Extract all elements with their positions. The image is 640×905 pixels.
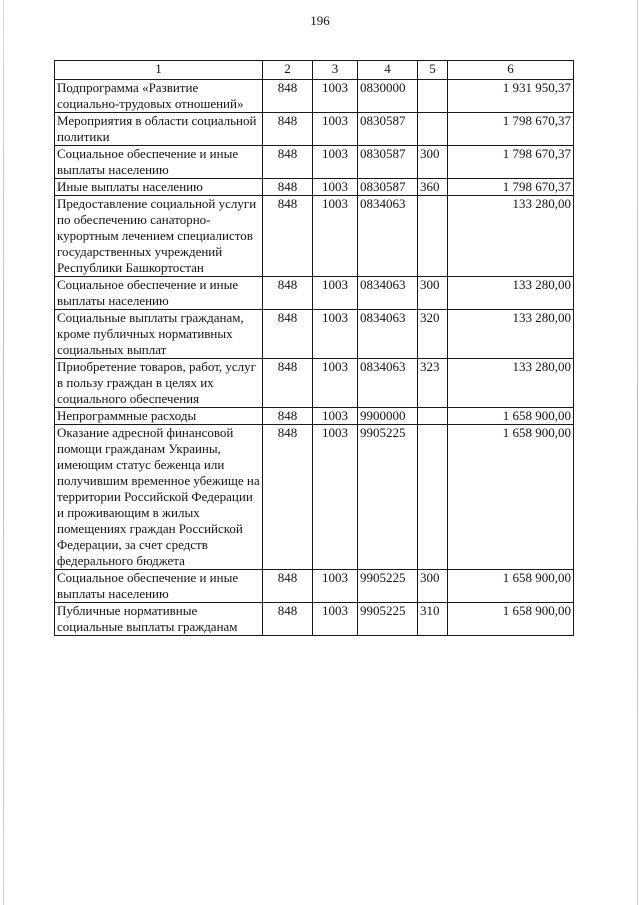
row-section: 1003	[313, 310, 358, 359]
row-target: 0834063	[358, 196, 418, 277]
row-name: Социальное обеспечение и иные выплаты населению	[55, 570, 263, 603]
row-type	[418, 80, 448, 113]
row-name: Иные выплаты населению	[55, 179, 263, 196]
row-type: 360	[418, 179, 448, 196]
row-section: 1003	[313, 146, 358, 179]
row-amount: 1 798 670,37	[448, 179, 574, 196]
row-section: 1003	[313, 570, 358, 603]
column-header-gr: 2	[263, 61, 313, 80]
scan-edge	[3, 0, 4, 905]
row-amount: 1 658 900,00	[448, 570, 574, 603]
row-target: 0830587	[358, 113, 418, 146]
table-row	[55, 146, 574, 179]
scan-edge	[637, 0, 638, 905]
row-amount: 133 280,00	[448, 196, 574, 277]
row-target: 9905225	[358, 603, 418, 636]
row-name: Социальное обеспечение и иные выплаты населению	[55, 277, 263, 310]
row-name: Социальные выплаты гражданам, кроме публичных нормативных социальных выплат	[55, 310, 263, 359]
row-type: 300	[418, 277, 448, 310]
row-section: 1003	[313, 603, 358, 636]
row-type: 310	[418, 603, 448, 636]
row-target: 0834063	[358, 310, 418, 359]
row-name: Социальное обеспечение и иные выплаты населению	[55, 146, 263, 179]
row-amount: 1 658 900,00	[448, 408, 574, 425]
row-gr: 848	[263, 80, 313, 113]
row-amount: 1 658 900,00	[448, 603, 574, 636]
row-name: Приобретение товаров, работ, услуг в пользу граждан в целях их социального обеспечения	[55, 359, 263, 408]
table-row	[55, 196, 574, 277]
row-gr: 848	[263, 359, 313, 408]
table-row	[55, 310, 574, 359]
row-gr: 848	[263, 310, 313, 359]
row-gr: 848	[263, 408, 313, 425]
row-amount: 133 280,00	[448, 310, 574, 359]
table-row	[55, 80, 574, 113]
row-gr: 848	[263, 570, 313, 603]
table-header-row	[55, 61, 574, 80]
row-section: 1003	[313, 80, 358, 113]
column-header-amount: 6	[448, 61, 574, 80]
page-number: 196	[310, 13, 330, 28]
row-target: 9905225	[358, 570, 418, 603]
row-section: 1003	[313, 425, 358, 570]
row-amount: 133 280,00	[448, 277, 574, 310]
row-section: 1003	[313, 408, 358, 425]
row-target: 9900000	[358, 408, 418, 425]
row-gr: 848	[263, 425, 313, 570]
row-section: 1003	[313, 359, 358, 408]
row-target: 0834063	[358, 359, 418, 408]
row-type	[418, 113, 448, 146]
row-section: 1003	[313, 196, 358, 277]
row-amount: 1 931 950,37	[448, 80, 574, 113]
row-name: Подпрограмма «Развитие социально-трудовых отношений»	[55, 80, 263, 113]
row-gr: 848	[263, 277, 313, 310]
row-amount: 1 798 670,37	[448, 146, 574, 179]
row-amount: 1 658 900,00	[448, 425, 574, 570]
row-amount: 1 798 670,37	[448, 113, 574, 146]
column-header-name: 1	[55, 61, 263, 80]
row-gr: 848	[263, 196, 313, 277]
row-amount: 133 280,00	[448, 359, 574, 408]
row-type	[418, 408, 448, 425]
column-header-target: 4	[358, 61, 418, 80]
row-name: Предоставление социальной услуги по обеспечению санаторно-курортным лечением специалистов государственных учреждений Республики Башкортостан	[55, 196, 263, 277]
row-target: 0830000	[358, 80, 418, 113]
table-row	[55, 570, 574, 603]
table-row	[55, 425, 574, 570]
row-gr: 848	[263, 113, 313, 146]
row-name: Публичные нормативные социальные выплаты гражданам	[55, 603, 263, 636]
table-row	[55, 359, 574, 408]
table-row	[55, 179, 574, 196]
row-target: 0834063	[358, 277, 418, 310]
row-gr: 848	[263, 146, 313, 179]
row-type: 300	[418, 146, 448, 179]
budget-table	[54, 60, 574, 636]
table-row	[55, 603, 574, 636]
row-section: 1003	[313, 179, 358, 196]
row-type: 300	[418, 570, 448, 603]
row-section: 1003	[313, 277, 358, 310]
row-type	[418, 425, 448, 570]
row-target: 0830587	[358, 179, 418, 196]
table-row	[55, 408, 574, 425]
column-header-section: 3	[313, 61, 358, 80]
row-section: 1003	[313, 113, 358, 146]
row-target: 0830587	[358, 146, 418, 179]
row-gr: 848	[263, 179, 313, 196]
row-name: Мероприятия в области социальной политики	[55, 113, 263, 146]
column-header-type: 5	[418, 61, 448, 80]
row-name: Оказание адресной финансовой помощи гражданам Украины, имеющим статус беженца или получившим временное убежище на территории Российской Федерации и проживающим в жилых помещениях граждан Российской Федерации, за счет средств федерального бюджета	[55, 425, 263, 570]
row-gr: 848	[263, 603, 313, 636]
row-target: 9905225	[358, 425, 418, 570]
table-row	[55, 113, 574, 146]
row-type: 320	[418, 310, 448, 359]
row-name: Непрограммные расходы	[55, 408, 263, 425]
row-type: 323	[418, 359, 448, 408]
row-type	[418, 196, 448, 277]
table-row	[55, 277, 574, 310]
